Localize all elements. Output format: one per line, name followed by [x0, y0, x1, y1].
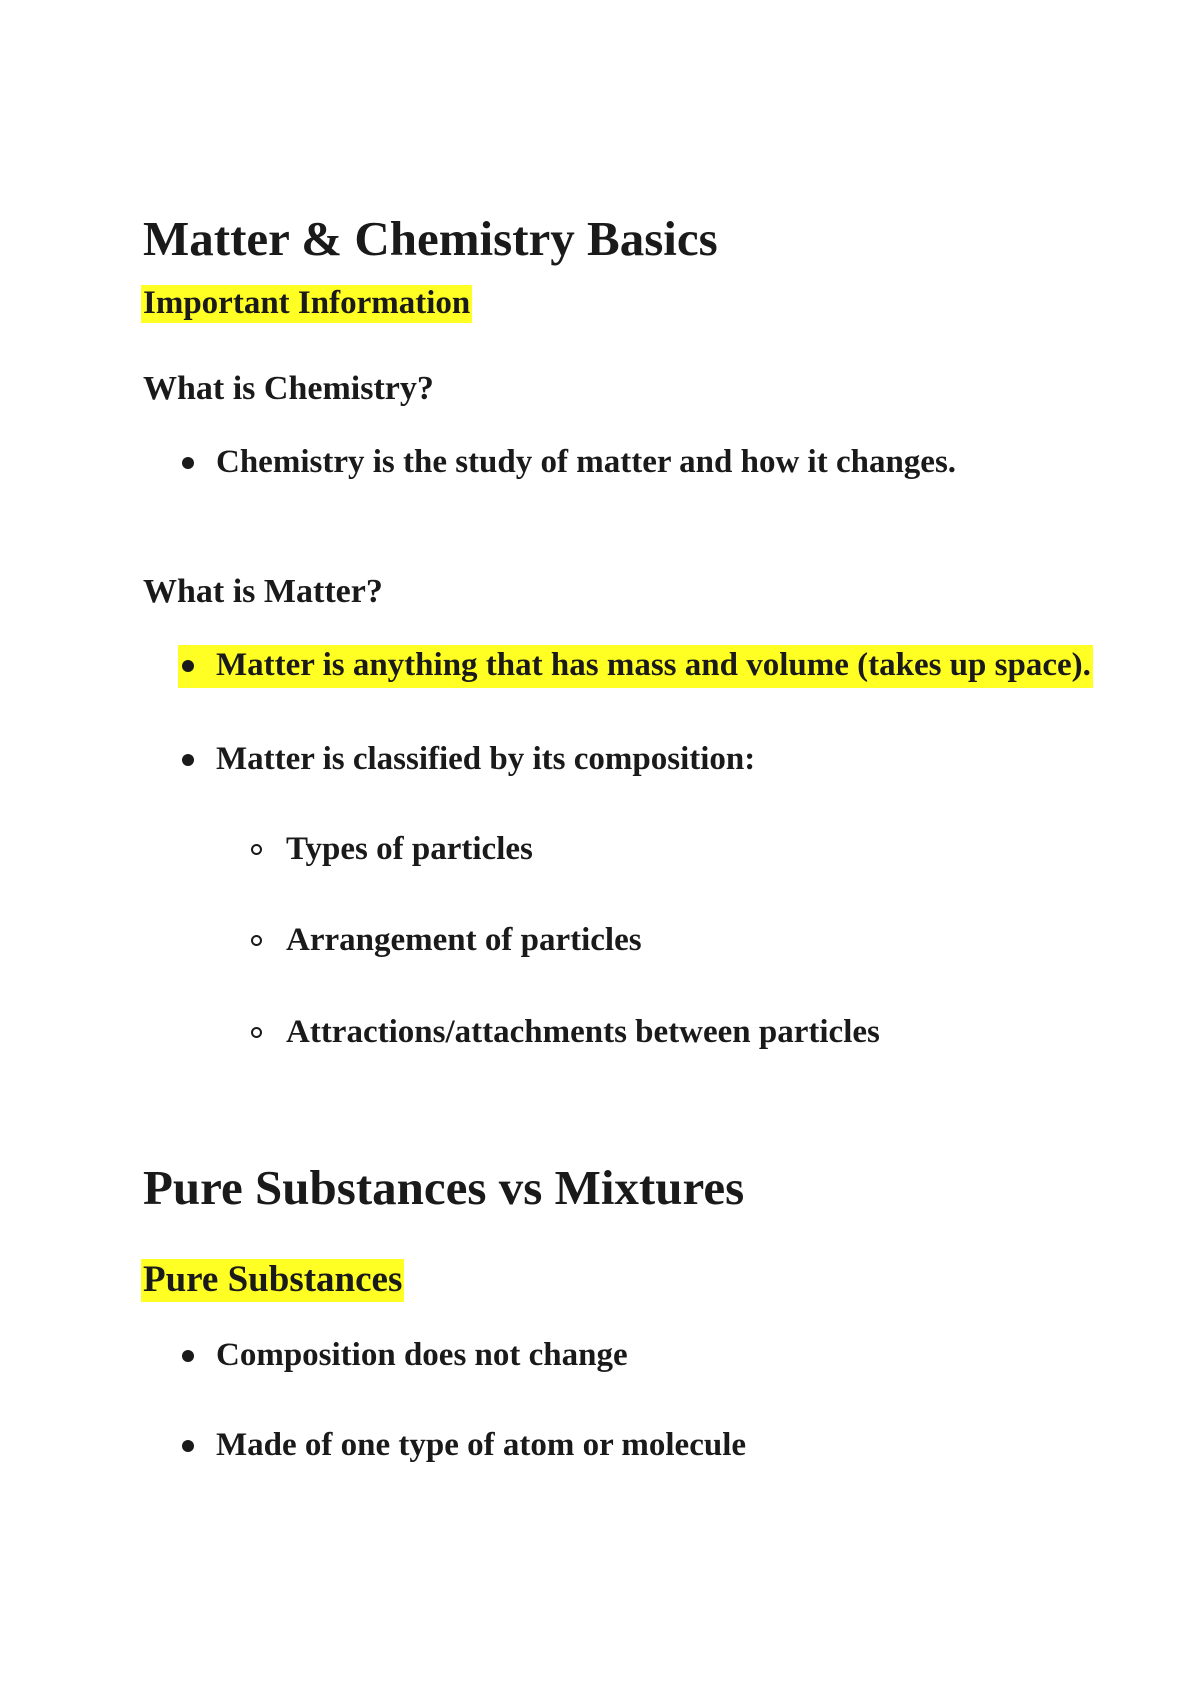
- section-title-pure-substances-vs-mixtures: Pure Substances vs Mixtures: [143, 1160, 745, 1215]
- bullet-icon: [182, 457, 194, 469]
- sub-list-item-text: Types of particles: [286, 831, 533, 867]
- list-item-highlighted: [178, 645, 1093, 688]
- hollow-bullet-icon: [251, 935, 262, 946]
- sub-list-item: [251, 833, 533, 866]
- list-item-text: Chemistry is the study of matter and how it changes.: [216, 444, 957, 480]
- hollow-bullet-icon: [251, 844, 262, 855]
- list-item-text: Matter is classified by its composition:: [216, 741, 756, 777]
- sub-list-item: [251, 924, 642, 957]
- list-item-text: Made of one type of atom or molecule: [216, 1427, 747, 1463]
- list-item-text: Matter is anything that has mass and volume (takes up space).: [216, 647, 1091, 683]
- sub-list-item: [251, 1016, 880, 1049]
- sub-list-item-text: Arrangement of particles: [286, 922, 642, 958]
- list-item: [182, 1339, 628, 1372]
- list-item: [182, 446, 956, 479]
- list-item: [182, 1429, 746, 1462]
- list-item: [182, 743, 755, 776]
- bullet-icon: [182, 754, 194, 766]
- hollow-bullet-icon: [251, 1027, 262, 1038]
- highlight-label-pure-substances: Pure Substances: [143, 1259, 403, 1300]
- section-title-matter-chemistry-basics: Matter & Chemistry Basics: [143, 211, 718, 266]
- list-item-text: Composition does not change: [216, 1337, 628, 1373]
- sub-list-item-text: Attractions/attachments between particles: [286, 1014, 880, 1050]
- heading-what-is-matter: What is Matter?: [143, 573, 383, 610]
- bullet-icon: [182, 660, 194, 672]
- highlight-label-important-information: Important Information: [143, 285, 471, 321]
- bullet-icon: [182, 1440, 194, 1452]
- bullet-icon: [182, 1350, 194, 1362]
- heading-what-is-chemistry: What is Chemistry?: [143, 370, 434, 407]
